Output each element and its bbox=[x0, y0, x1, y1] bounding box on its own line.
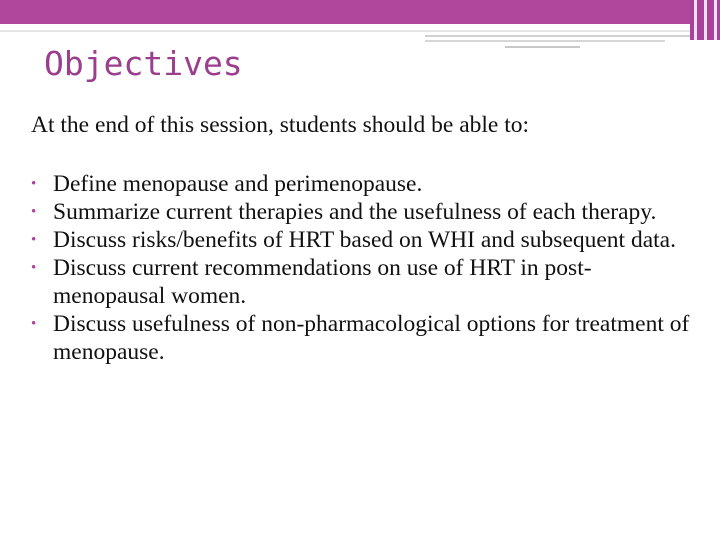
header-accent-block bbox=[690, 0, 720, 40]
header-accent-band bbox=[0, 0, 720, 24]
list-item-text: Define menopause and perimenopause. bbox=[53, 171, 423, 197]
list-item bbox=[30, 226, 702, 254]
list-item-text: Summarize current therapies and the usefulness of each therapy. bbox=[53, 199, 657, 225]
list-item bbox=[30, 198, 702, 226]
intro-text: At the end of this session, students should be able to: bbox=[31, 112, 530, 138]
list-item-text: Discuss current recommendations on use of HRT in post-menopausal women. bbox=[53, 255, 592, 309]
objectives-list bbox=[30, 170, 702, 366]
accent-stripe bbox=[704, 0, 707, 40]
list-item-text: Discuss risks/benefits of HRT based on WHI and subsequent data. bbox=[53, 227, 676, 253]
bullet-icon: • bbox=[31, 204, 37, 220]
header-divider bbox=[425, 35, 690, 37]
header-divider bbox=[0, 30, 690, 32]
accent-stripe bbox=[714, 0, 717, 40]
accent-stripe bbox=[694, 0, 697, 40]
list-item bbox=[30, 310, 702, 366]
bullet-icon: • bbox=[31, 176, 37, 192]
list-item-text: Discuss usefulness of non-pharmacological options for treatment of menopause. bbox=[53, 311, 690, 365]
list-item bbox=[30, 254, 702, 310]
slide-title: Objectives bbox=[44, 44, 243, 83]
bullet-icon: • bbox=[31, 260, 37, 276]
list-item bbox=[30, 170, 702, 198]
header-divider bbox=[505, 46, 580, 48]
bullet-icon: • bbox=[31, 232, 37, 248]
bullet-icon: • bbox=[31, 316, 37, 332]
header-divider bbox=[425, 40, 665, 42]
